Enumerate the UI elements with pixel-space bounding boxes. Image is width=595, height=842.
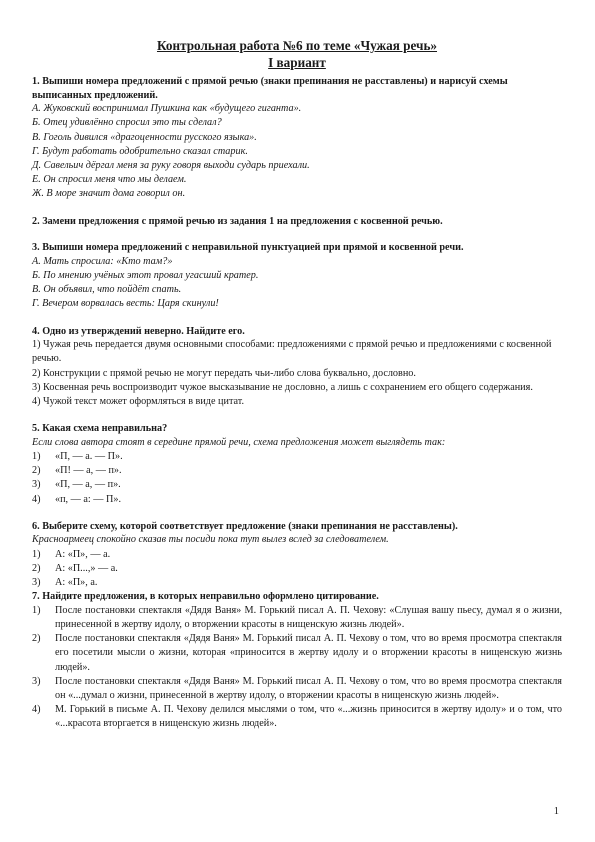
task-3: [32, 241, 562, 311]
option-number: 1): [32, 604, 41, 616]
task-7-question: 7. Найдите предложения, в которых неправильно оформлено цитирование.: [32, 591, 379, 603]
task-5-option: [32, 493, 562, 507]
task-6-question: 6. Выберите схему, которой соответствует предложение (знаки препинания не расставлены).: [32, 520, 458, 532]
task-5: [32, 422, 562, 507]
task-7-option: [32, 604, 562, 632]
task-3-question: 3. Выпиши номера предложений с неправильной пунктуацией при прямой и косвенной речи.: [32, 242, 464, 254]
option-text: «П, — а. — П».: [55, 451, 123, 463]
task-1-question: 1. Выпиши номера предложений с прямой речью (знаки препинания не расставлены) и нарисуй схемы выписанных предложений.: [32, 76, 508, 101]
option-number: 4): [32, 704, 41, 716]
task-1-sentence: Д. Савельич дёргал меня за руку говоря выходи сударь приехали.: [32, 160, 310, 171]
task-3-sentence: А. Мать спросила: «Кто там?»: [32, 255, 173, 267]
task-6-prompt: Красноармеец спокойно сказав ты посиди пока тут вылез вслед за следователем.: [32, 534, 389, 546]
task-5-option: [32, 450, 562, 464]
option-text: «П, — а, — п».: [55, 479, 121, 491]
task-4-option: 1) Чужая речь передается двумя основными способами: предложениями с прямой речью и предложениями с косвенной речью.: [32, 339, 552, 365]
task-1-sentence: Г. Будут работать одобрительно сказал старик.: [32, 145, 248, 157]
task-5-prompt: Если слова автора стоят в середине прямой речи, схема предложения может выглядеть так:: [32, 436, 446, 448]
task-7-option: [32, 703, 562, 731]
option-text: После постановки спектакля «Дядя Ваня» М. Горький писал А. П. Чехову о том, что во время просмотра спектакля его посетили мысли о жизни, которая «приносится в жертву идолу и о вторжении красоты в нищенскую жизнь людей».: [55, 633, 562, 673]
task-4-option: 2) Конструкции с прямой речью не могут передать чьи-либо слова буквально, дословно.: [32, 367, 416, 379]
option-number: 2): [32, 562, 41, 574]
option-number: 3): [32, 675, 41, 687]
variant-title: I вариант: [268, 55, 326, 70]
task-6-option: [32, 562, 562, 576]
task-3-sentence: Б. По мнению учёных этот провал угасший кратер.: [32, 270, 259, 281]
option-text: М. Горький в письме А. П. Чехову делился мыслями о том, что «...жизнь приносится в жертву идолу» и о том, что «...красота вторгается в нищенскую жизнь людей».: [55, 704, 562, 730]
task-4-option: 3) Косвенная речь воспроизводит чужое высказывание не дословно, а лишь с сохранением его общего содержания.: [32, 381, 533, 393]
option-text: А: «П», — а.: [55, 548, 111, 560]
task-7-option: [32, 675, 562, 703]
task-1-sentence: А. Жуковский воспринимал Пушкина как «будущего гиганта».: [32, 103, 302, 115]
option-number: 4): [32, 493, 41, 505]
task-4-option: 4) Чужой текст может оформляться в виде цитат.: [32, 396, 245, 408]
task-5-question: 5. Какая схема неправильна?: [32, 423, 168, 435]
option-text: После постановки спектакля «Дядя Ваня» М. Горький писал А. П. Чехову: «Слушая вашу пьесу, думал я о жизни, принесенной в жертву идолу, о вторжении красоты в нищенскую жизнь людей».: [55, 604, 562, 631]
page-title: Контрольная работа №6 по теме «Чужая речь»: [156, 38, 438, 53]
option-number: 2): [32, 465, 41, 477]
task-4: [32, 325, 562, 410]
option-text: А: «П», а.: [55, 577, 98, 589]
task-7-option: [32, 632, 562, 675]
task-1-sentence: Е. Он спросил меня что мы делаем.: [32, 174, 187, 186]
option-number: 1): [32, 451, 41, 463]
task-6-option: [32, 548, 562, 562]
page-number: 1: [553, 806, 559, 817]
task-1: [32, 75, 562, 202]
task-6: [32, 520, 562, 590]
task-1-sentence: В. Гоголь дивился «драгоценности русского языка».: [32, 131, 257, 143]
task-3-sentence: В. Он объявил, что пойдёт спать.: [32, 284, 182, 296]
task-6-option: [32, 576, 562, 590]
worksheet: [32, 38, 562, 732]
option-number: 3): [32, 577, 41, 589]
option-number: 3): [32, 479, 41, 491]
option-number: 1): [32, 548, 41, 560]
option-text: «П! — а, — п».: [55, 465, 122, 477]
task-2: [32, 215, 562, 229]
option-number: 2): [32, 633, 41, 645]
task-4-question: 4. Одно из утверждений неверно. Найдите его.: [32, 325, 245, 337]
option-text: А: «П...,» — а.: [55, 562, 118, 574]
task-7: [32, 590, 562, 731]
option-text: После постановки спектакля «Дядя Ваня» М. Горький писал А. П. Чехову о том, что во время просмотра спектакля он «...думал о жизни, принесенной в жертву идолу, о вторжении красоты в нищенскую жизнь людей».: [55, 675, 562, 702]
task-1-sentence: Ж. В море значит дома говорил он.: [32, 188, 186, 200]
task-2-question: 2. Замени предложения с прямой речью из задания 1 на предложения с косвенной речью.: [32, 215, 443, 227]
task-1-sentence: Б. Отец удивлённо спросил это ты сделал?: [32, 117, 222, 129]
task-3-sentence: Г. Вечером ворвалась весть: Царя скинули!: [32, 298, 219, 310]
task-5-option: [32, 464, 562, 478]
task-5-option: [32, 478, 562, 492]
option-text: «п, — а: — П».: [55, 493, 122, 505]
